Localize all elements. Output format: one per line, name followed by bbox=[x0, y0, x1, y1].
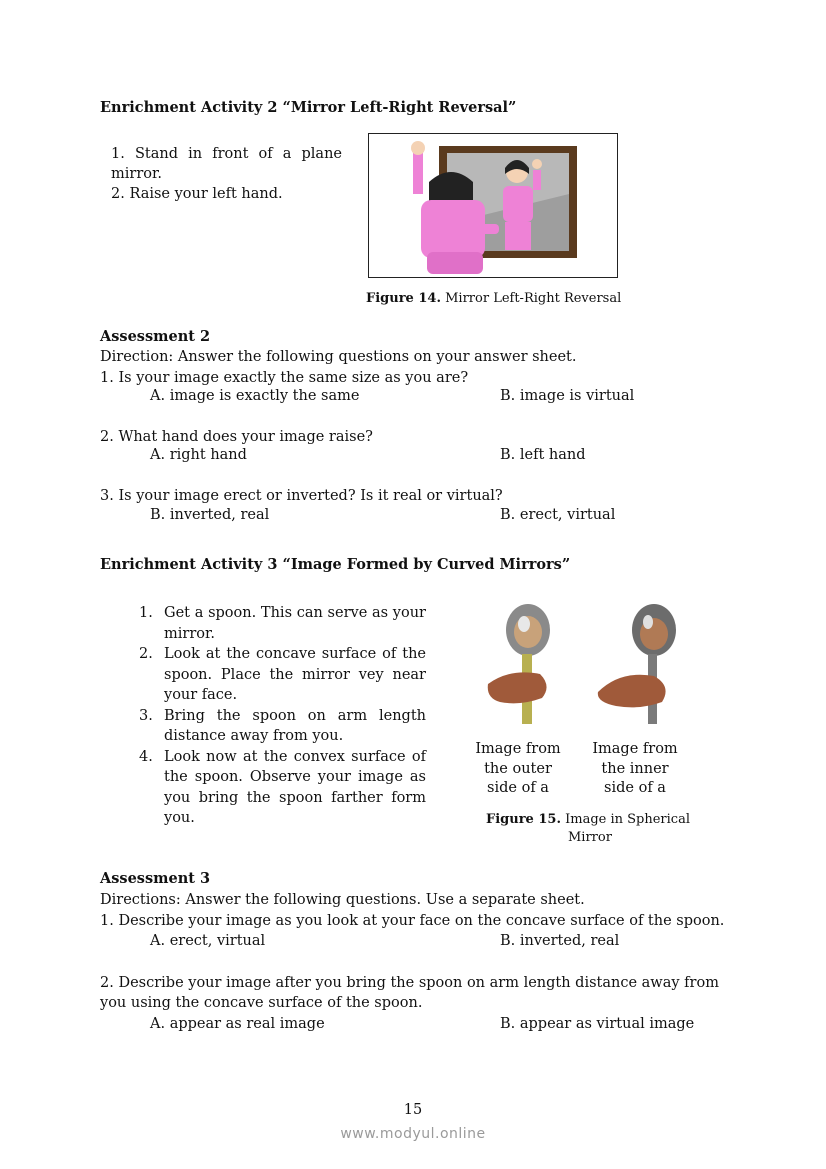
figure15-caption bbox=[486, 812, 690, 827]
spoon-outer-label-line1: Image from bbox=[475, 741, 561, 757]
spoon-outer-label bbox=[468, 740, 568, 799]
watermark: www.modyul.online bbox=[340, 1126, 486, 1142]
assessment2-q1-option-b: B. image is virtual bbox=[500, 388, 635, 404]
assessment2-q3: 3. Is your image erect or inverted? Is it real or virtual? bbox=[100, 488, 503, 504]
assessment2-q3-option-a: B. inverted, real bbox=[150, 507, 270, 523]
assessment2-q2-option-b: B. left hand bbox=[500, 447, 586, 463]
activity3-title: Enrichment Activity 3 “Image Formed by Curved Mirrors” bbox=[100, 556, 571, 573]
activity3-steps bbox=[139, 603, 426, 829]
activity2-step-2: 2. Raise your left hand. bbox=[111, 186, 283, 202]
spoon-inner-image bbox=[592, 602, 684, 730]
activity3-step-2: 2. Look at the concave surface of the spoon. Place the mirror vey near your face. bbox=[139, 646, 426, 703]
assessment2-direction: Direction: Answer the following questions on your answer sheet. bbox=[100, 349, 577, 365]
reflection-hand bbox=[532, 159, 542, 169]
activity3-step-1: 1. Get a spoon. This can serve as your mirror. bbox=[139, 605, 426, 642]
girl-hand bbox=[411, 141, 425, 155]
assessment2-q2-option-a: A. right hand bbox=[150, 447, 247, 463]
spoon-outer-label-line2: the outer bbox=[484, 760, 552, 777]
assessment3-q2-line1: 2. Describe your image after you bring the spoon on arm length distance away from bbox=[100, 975, 719, 991]
spoon-inner-drawing bbox=[592, 602, 684, 730]
assessment3-title: Assessment 3 bbox=[100, 870, 211, 887]
activity3-step-4: 4. Look now at the convex surface of the spoon. Observe your image as you bring the spoon farther form you. bbox=[139, 748, 426, 826]
hand-holding-spoon bbox=[598, 675, 666, 708]
figure14-caption bbox=[366, 291, 621, 306]
spoon-outer-drawing bbox=[480, 602, 566, 730]
activity2-step-1: 1. Stand in front of a plane mirror. bbox=[111, 146, 342, 182]
figure14-label: Figure 14. bbox=[366, 291, 441, 306]
figure14-text: Mirror Left-Right Reversal bbox=[440, 291, 622, 306]
assessment3-q1: 1. Describe your image as you look at your face on the concave surface of the spoon. bbox=[100, 913, 725, 929]
spoon-inner-label-line2: the inner bbox=[601, 760, 669, 777]
spoon-inner-label bbox=[585, 740, 685, 799]
assessment2-q2: 2. What hand does your image raise? bbox=[100, 429, 373, 445]
assessment3-q2-option-b: B. appear as virtual image bbox=[500, 1016, 695, 1032]
reflection-raised-arm bbox=[533, 170, 541, 190]
activity2-steps bbox=[111, 144, 342, 204]
mirror-illustration bbox=[368, 133, 618, 278]
assessment2-title: Assessment 2 bbox=[100, 328, 211, 345]
assessment3-q2-option-a: A. appear as real image bbox=[150, 1016, 325, 1032]
assessment3-q1-option-b: B. inverted, real bbox=[500, 933, 620, 949]
assessment2-q1: 1. Is your image exactly the same size as you are? bbox=[100, 370, 469, 386]
spoon-outer-image bbox=[480, 602, 566, 730]
page-number: 15 bbox=[403, 1102, 423, 1118]
mirror-reversal-drawing bbox=[369, 134, 617, 277]
assessment3-direction: Directions: Answer the following questions. Use a separate sheet. bbox=[100, 892, 585, 908]
assessment3-q2-line2: you using the concave surface of the spoon. bbox=[100, 995, 423, 1011]
girl-lower-arm bbox=[477, 224, 499, 234]
activity2-title: Enrichment Activity 2 “Mirror Left-Right Reversal” bbox=[100, 99, 517, 116]
assessment2-q1-option-a: A. image is exactly the same bbox=[150, 388, 360, 404]
spoon-inner-label-line3: side of a bbox=[604, 780, 666, 796]
girl-body bbox=[421, 200, 485, 258]
spoon-highlight bbox=[518, 616, 530, 632]
figure15-label: Figure 15. bbox=[486, 812, 561, 827]
girl-raised-arm bbox=[413, 150, 423, 194]
figure15-text-line1: Image in Spherical bbox=[560, 812, 690, 827]
figure15-caption-line2: Mirror bbox=[568, 830, 612, 845]
spoon-outer-label-line3: side of a bbox=[487, 780, 549, 796]
activity3-step-3: 3. Bring the spoon on arm length distance away from you. bbox=[139, 707, 426, 744]
spoon-highlight bbox=[643, 615, 653, 629]
assessment3-q1-option-a: A. erect, virtual bbox=[150, 933, 266, 949]
reflection-body bbox=[503, 186, 533, 222]
hand-holding-spoon bbox=[488, 672, 547, 703]
girl-legs bbox=[427, 252, 483, 274]
reflection-legs bbox=[505, 222, 531, 250]
assessment2-q3-option-b: B. erect, virtual bbox=[500, 507, 616, 523]
spoon-inner-label-line1: Image from bbox=[592, 741, 678, 757]
